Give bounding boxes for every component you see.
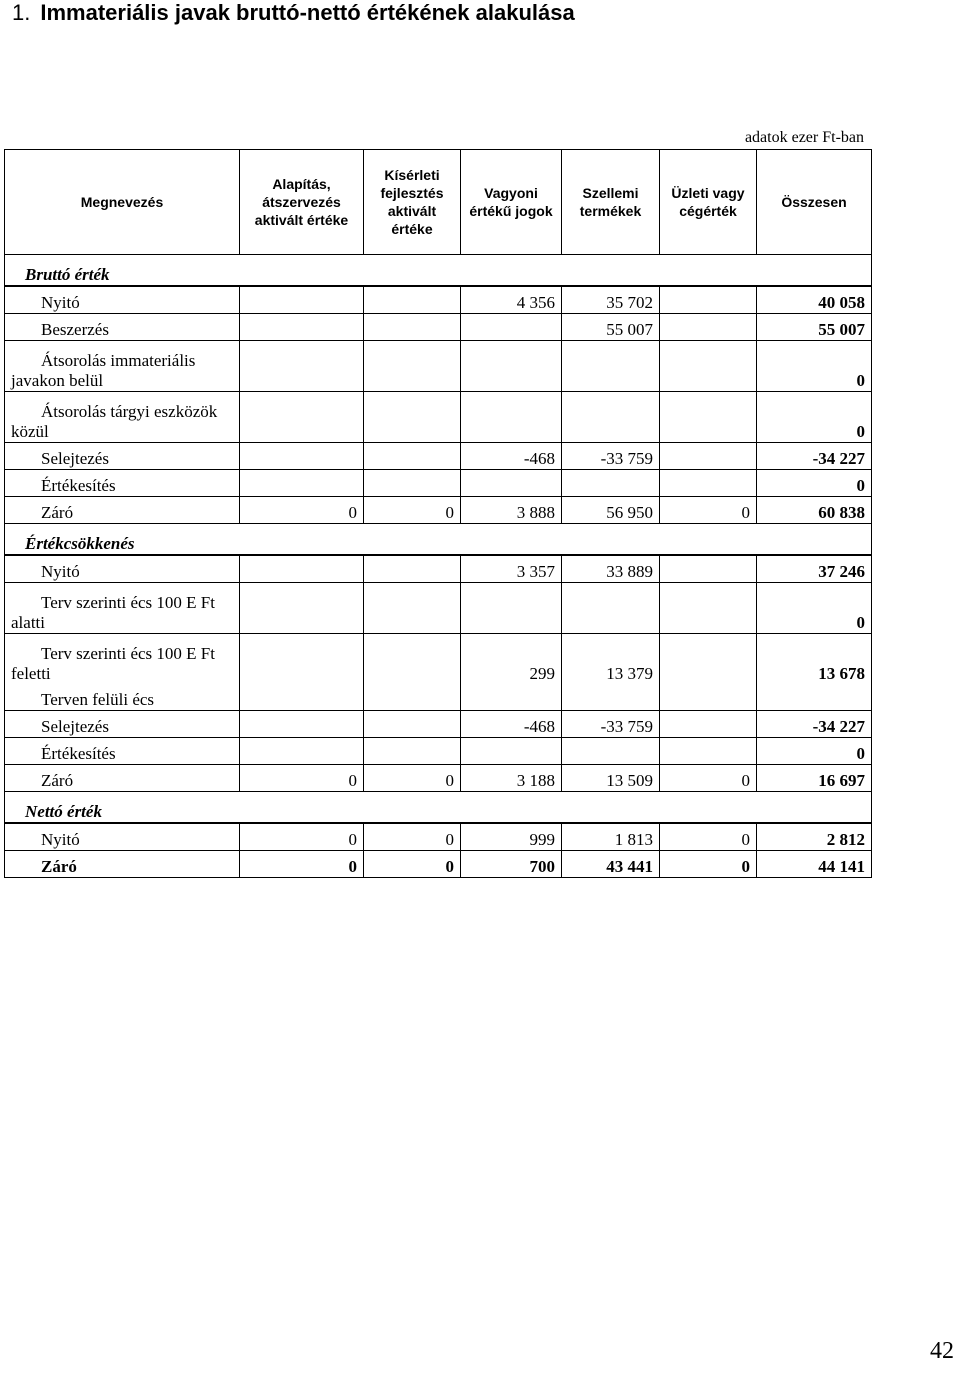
cell-vagyoni	[461, 341, 562, 392]
cell-kiserleti	[364, 470, 461, 497]
row-label: Záró	[5, 765, 240, 792]
cell-szellemi: -33 759	[562, 443, 660, 470]
page-title	[12, 0, 575, 26]
cell-kiserleti	[364, 738, 461, 765]
cell-total: 0	[757, 341, 872, 392]
section-row-ertekcsokkenes	[5, 524, 872, 556]
cell-vagyoni: 3 888	[461, 497, 562, 524]
cell-szellemi: 33 889	[562, 555, 660, 583]
cell-alapitas	[240, 684, 364, 711]
title-number: 1.	[12, 0, 31, 25]
row-label: Terven felüli écs	[5, 684, 240, 711]
cell-szellemi: 35 702	[562, 286, 660, 314]
cell-kiserleti	[364, 314, 461, 341]
cell-szellemi	[562, 583, 660, 634]
cell-vagyoni	[461, 392, 562, 443]
cell-uzleti	[660, 583, 757, 634]
page-number: 42	[930, 1338, 954, 1364]
cell-uzleti	[660, 738, 757, 765]
row-label: Nyitó	[5, 555, 240, 583]
cell-kiserleti: 0	[364, 497, 461, 524]
cell-vagyoni: 3 357	[461, 555, 562, 583]
col-header-alapitas: Alapítás, átszervezés aktivált értéke	[240, 150, 364, 255]
section-row-brutto	[5, 255, 872, 287]
table-row	[5, 851, 872, 878]
cell-vagyoni: 3 188	[461, 765, 562, 792]
cell-vagyoni: -468	[461, 443, 562, 470]
cell-szellemi: -33 759	[562, 711, 660, 738]
cell-kiserleti	[364, 443, 461, 470]
cell-total: 0	[757, 583, 872, 634]
cell-szellemi	[562, 470, 660, 497]
cell-kiserleti: 0	[364, 823, 461, 851]
cell-alapitas	[240, 341, 364, 392]
cell-uzleti	[660, 341, 757, 392]
table-row	[5, 443, 872, 470]
cell-alapitas	[240, 555, 364, 583]
cell-uzleti: 0	[660, 497, 757, 524]
cell-total: 44 141	[757, 851, 872, 878]
section-label: Bruttó érték	[5, 255, 872, 287]
cell-total: 2 812	[757, 823, 872, 851]
cell-total: 60 838	[757, 497, 872, 524]
row-label: Átsorolás tárgyi eszközök közül	[5, 392, 240, 443]
row-label: Nyitó	[5, 286, 240, 314]
row-label: Nyitó	[5, 823, 240, 851]
cell-alapitas: 0	[240, 497, 364, 524]
cell-kiserleti	[364, 341, 461, 392]
title-text: Immateriális javak bruttó-nettó értékének alakulása	[40, 0, 575, 25]
cell-szellemi	[562, 392, 660, 443]
cell-total: -34 227	[757, 711, 872, 738]
cell-total	[757, 684, 872, 711]
cell-total: 0	[757, 470, 872, 497]
cell-vagyoni: 700	[461, 851, 562, 878]
cell-kiserleti	[364, 555, 461, 583]
table-row	[5, 823, 872, 851]
cell-vagyoni	[461, 684, 562, 711]
cell-uzleti	[660, 634, 757, 685]
cell-uzleti	[660, 443, 757, 470]
section-row-netto	[5, 792, 872, 824]
table-row	[5, 470, 872, 497]
cell-vagyoni: 999	[461, 823, 562, 851]
cell-szellemi	[562, 738, 660, 765]
table-row	[5, 738, 872, 765]
cell-alapitas	[240, 738, 364, 765]
col-header-name: Megnevezés	[5, 150, 240, 255]
cell-vagyoni	[461, 583, 562, 634]
cell-total: 16 697	[757, 765, 872, 792]
cell-total: 13 678	[757, 634, 872, 685]
cell-szellemi: 55 007	[562, 314, 660, 341]
col-header-kiserleti: Kísérleti fejlesztés aktivált értéke	[364, 150, 461, 255]
cell-alapitas	[240, 443, 364, 470]
table-row	[5, 392, 872, 443]
cell-alapitas	[240, 583, 364, 634]
row-label: Terv szerinti écs 100 E Ft feletti	[5, 634, 240, 685]
table-row	[5, 634, 872, 685]
table-row	[5, 583, 872, 634]
row-label: Záró	[5, 497, 240, 524]
cell-uzleti	[660, 555, 757, 583]
row-label: Beszerzés	[5, 314, 240, 341]
cell-vagyoni: 299	[461, 634, 562, 685]
cell-kiserleti	[364, 392, 461, 443]
cell-total: 40 058	[757, 286, 872, 314]
cell-uzleti: 0	[660, 823, 757, 851]
section-label: Nettó érték	[5, 792, 872, 824]
cell-total: 55 007	[757, 314, 872, 341]
cell-kiserleti	[364, 634, 461, 685]
cell-szellemi: 13 379	[562, 634, 660, 685]
cell-kiserleti	[364, 684, 461, 711]
cell-alapitas	[240, 470, 364, 497]
row-label: Záró	[5, 851, 240, 878]
cell-total: 0	[757, 738, 872, 765]
cell-uzleti	[660, 314, 757, 341]
cell-alapitas: 0	[240, 851, 364, 878]
cell-szellemi: 43 441	[562, 851, 660, 878]
table-row	[5, 555, 872, 583]
col-header-osszesen: Összesen	[757, 150, 872, 255]
cell-szellemi: 1 813	[562, 823, 660, 851]
cell-total: -34 227	[757, 443, 872, 470]
cell-alapitas: 0	[240, 765, 364, 792]
table-row	[5, 684, 872, 711]
row-label: Átsorolás immateriális javakon belül	[5, 341, 240, 392]
table-row	[5, 711, 872, 738]
cell-uzleti	[660, 684, 757, 711]
cell-vagyoni	[461, 314, 562, 341]
cell-kiserleti	[364, 583, 461, 634]
cell-alapitas	[240, 286, 364, 314]
col-header-uzleti: Üzleti vagy cégérték	[660, 150, 757, 255]
cell-szellemi: 13 509	[562, 765, 660, 792]
header-row	[5, 150, 872, 255]
col-header-szellemi: Szellemi termékek	[562, 150, 660, 255]
table-row	[5, 497, 872, 524]
cell-kiserleti: 0	[364, 851, 461, 878]
cell-kiserleti: 0	[364, 765, 461, 792]
cell-szellemi	[562, 684, 660, 711]
cell-uzleti	[660, 711, 757, 738]
cell-szellemi	[562, 341, 660, 392]
cell-kiserleti	[364, 711, 461, 738]
cell-uzleti	[660, 470, 757, 497]
units-note: adatok ezer Ft-ban	[744, 129, 864, 146]
row-label: Értékesítés	[5, 738, 240, 765]
cell-uzleti	[660, 286, 757, 314]
table-row	[5, 765, 872, 792]
table-row	[5, 341, 872, 392]
cell-alapitas	[240, 392, 364, 443]
table-row	[5, 314, 872, 341]
cell-alapitas	[240, 314, 364, 341]
cell-total: 0	[757, 392, 872, 443]
cell-alapitas	[240, 634, 364, 685]
col-header-vagyoni: Vagyoni értékű jogok	[461, 150, 562, 255]
intangible-assets-table	[4, 149, 872, 878]
row-label: Terv szerinti écs 100 E Ft alatti	[5, 583, 240, 634]
cell-vagyoni	[461, 738, 562, 765]
cell-alapitas: 0	[240, 823, 364, 851]
cell-vagyoni	[461, 470, 562, 497]
row-label: Értékesítés	[5, 470, 240, 497]
cell-kiserleti	[364, 286, 461, 314]
row-label: Selejtezés	[5, 443, 240, 470]
cell-vagyoni: -468	[461, 711, 562, 738]
cell-uzleti	[660, 392, 757, 443]
cell-szellemi: 56 950	[562, 497, 660, 524]
cell-vagyoni: 4 356	[461, 286, 562, 314]
section-label: Értékcsökkenés	[5, 524, 872, 556]
row-label: Selejtezés	[5, 711, 240, 738]
table-row	[5, 286, 872, 314]
cell-uzleti: 0	[660, 851, 757, 878]
cell-uzleti: 0	[660, 765, 757, 792]
cell-total: 37 246	[757, 555, 872, 583]
cell-alapitas	[240, 711, 364, 738]
